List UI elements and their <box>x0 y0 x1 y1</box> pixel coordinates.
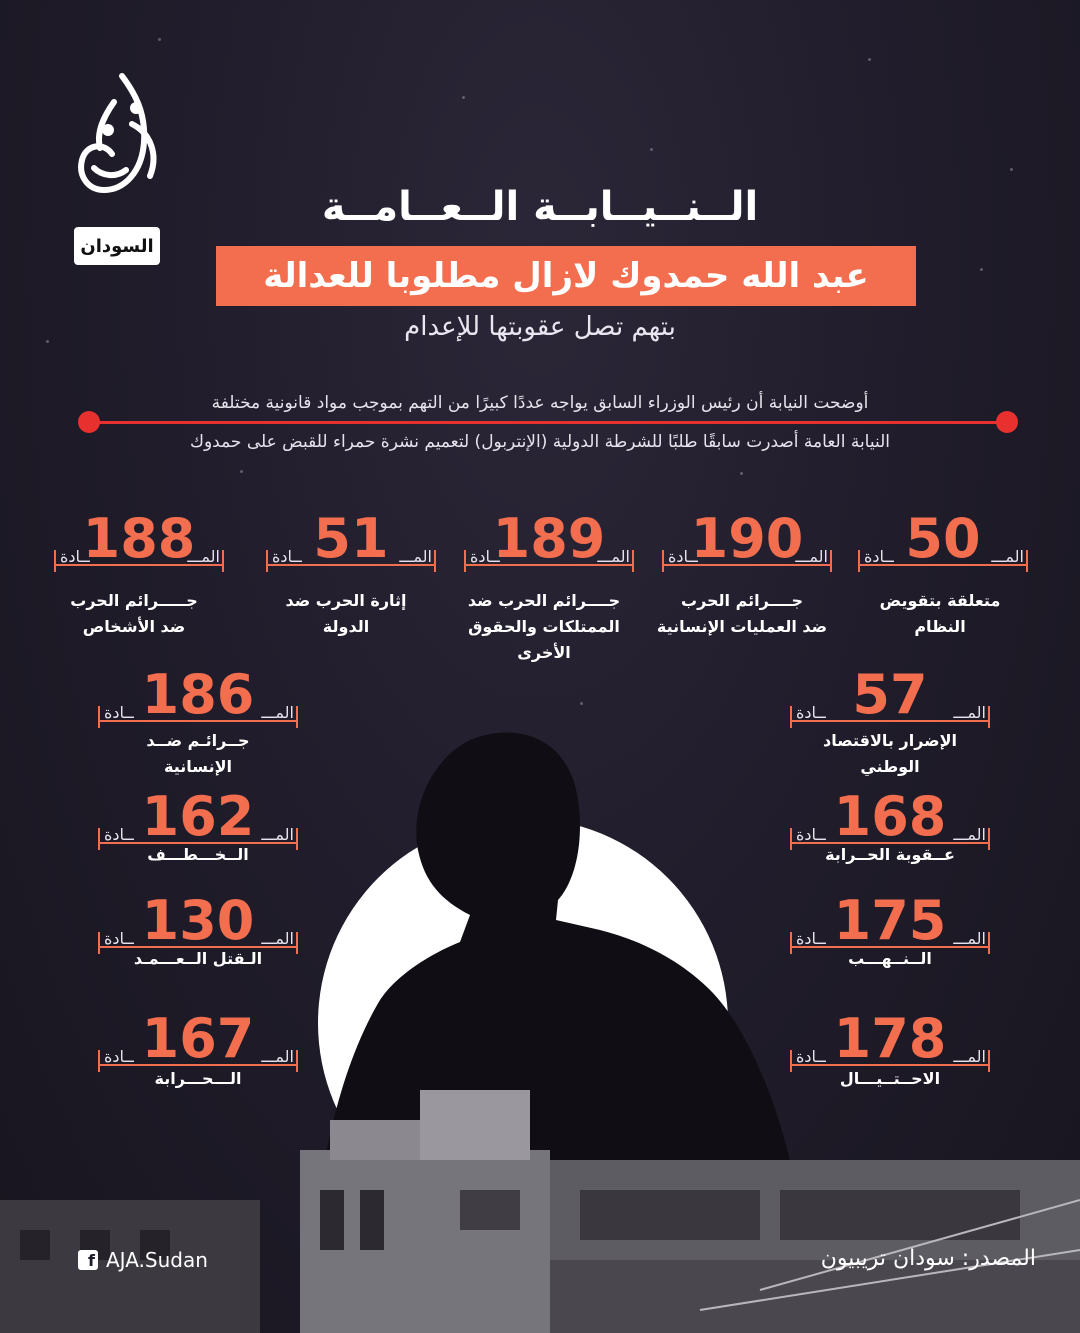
region-badge: السودان <box>74 227 160 265</box>
stat-word-after: ــادة <box>864 547 894 566</box>
facebook-icon: f <box>78 1250 98 1270</box>
stat-word-after: ــادة <box>470 547 500 566</box>
stat-word-after: ــادة <box>104 703 134 722</box>
stat-description-line: جــرائـم ضــد <box>146 731 250 750</box>
stat-description-line: الــنــهـــب <box>848 949 932 968</box>
stat-number: 167 <box>141 1007 255 1070</box>
stat-number: 186 <box>141 663 255 726</box>
headline-banner: عبد الله حمدوك لازال مطلوبا للعدالة <box>216 246 916 306</box>
stat-description <box>98 842 298 868</box>
note-line-1: أوضحت النيابة أن رئيس الوزراء السابق يواجه عددًا كبيرًا من التهم بموجب مواد قانونية مختلفة <box>211 393 869 413</box>
stat-description-line: الـــحـــرابة <box>154 1069 242 1088</box>
stat-description <box>98 1066 298 1092</box>
stat-number: 57 <box>852 663 928 726</box>
stat-description-line: متعلقة بتقويض <box>879 591 1001 610</box>
stat-word-after: ــادة <box>104 825 134 844</box>
stat-description-line: جــــرائم الحرب <box>680 591 804 610</box>
star-speck <box>462 96 465 99</box>
star-speck <box>580 702 583 705</box>
stat-word-after: ــادة <box>104 1047 134 1066</box>
star-speck <box>650 148 653 151</box>
star-speck <box>240 470 243 473</box>
star-speck <box>740 472 743 475</box>
stat-description <box>790 1066 990 1092</box>
stat-word-before: المـــ <box>261 825 294 844</box>
stat-word-after: ــادة <box>668 547 698 566</box>
stat-article-188 <box>54 507 224 572</box>
divider-dot-left <box>78 411 100 433</box>
star-speck <box>158 38 161 41</box>
stat-word-before: المـــ <box>261 929 294 948</box>
stat-word-after: ــادة <box>796 929 826 948</box>
stat-description-line: الاحــتــيـــال <box>839 1069 941 1088</box>
aljazeera-logo <box>74 72 164 272</box>
stat-number: 130 <box>141 889 255 952</box>
stat-description-line: الـقتل الــعـــمـد <box>133 949 263 968</box>
stat-description-line: جـــــرائم الحرب <box>70 591 198 610</box>
star-speck <box>868 58 871 61</box>
stat-word-after: ــادة <box>796 1047 826 1066</box>
stat-word-before: المـــ <box>991 547 1024 566</box>
stat-number: 162 <box>141 785 255 848</box>
stat-article-167 <box>98 1007 298 1072</box>
stat-word-after: ــادة <box>796 825 826 844</box>
stat-description <box>34 588 234 640</box>
stat-description-line: الأخرى <box>517 643 571 662</box>
stat-description-line: الإنسانية <box>164 757 232 776</box>
stat-description <box>790 728 990 780</box>
stat-word-before: المـــ <box>261 1047 294 1066</box>
stat-description-line: ضد العمليات الإنسانية <box>656 617 828 636</box>
stat-word-before: المـــ <box>953 703 986 722</box>
stat-description <box>642 588 842 640</box>
stat-description <box>246 588 446 640</box>
stat-description <box>790 842 990 868</box>
stat-description <box>790 946 990 972</box>
stat-word-before: المـــ <box>261 703 294 722</box>
stat-description <box>444 588 644 666</box>
stat-article-57 <box>790 663 990 728</box>
stat-number: 50 <box>905 507 981 570</box>
social-handle-label: AJA.Sudan <box>106 1248 208 1272</box>
stat-description-line: النظام <box>914 617 966 636</box>
stat-description-line: ضد الأشخاص <box>82 617 186 636</box>
stat-description <box>98 946 298 972</box>
stat-article-178 <box>790 1007 990 1072</box>
stat-word-after: ــادة <box>104 929 134 948</box>
ruined-building-image <box>0 1080 1080 1333</box>
stat-description-line: جــــرائم الحرب ضد <box>467 591 621 610</box>
stat-description-line: الوطني <box>860 757 920 776</box>
stat-number: 189 <box>492 507 606 570</box>
stat-word-after: ــادة <box>272 547 302 566</box>
stat-description <box>840 588 1040 640</box>
stat-word-before: المـــ <box>953 929 986 948</box>
stat-description-line: الإضرار بالاقتصاد <box>823 731 957 750</box>
subtitle: بتهم تصل عقوبتها للإعدام <box>404 312 676 342</box>
stat-description-line: الدولة <box>322 617 370 636</box>
stat-word-before: المـــ <box>795 547 828 566</box>
stat-article-162 <box>98 785 298 850</box>
stat-article-175 <box>790 889 990 954</box>
stat-number: 51 <box>313 507 389 570</box>
stat-article-186 <box>98 663 298 728</box>
star-speck <box>1010 168 1013 171</box>
stat-word-before: المـــ <box>597 547 630 566</box>
stat-word-before: المـــ <box>953 1047 986 1066</box>
stat-word-after: ــادة <box>796 703 826 722</box>
stat-article-168 <box>790 785 990 850</box>
stat-description-line: عــقوبة الحــرابة <box>825 845 955 864</box>
stat-word-after: ــادة <box>60 547 90 566</box>
stat-article-189 <box>464 507 634 572</box>
stat-article-50 <box>858 507 1028 572</box>
stat-description-line: إثارة الحرب ضد <box>285 591 407 610</box>
star-speck <box>980 268 983 271</box>
stat-number: 168 <box>833 785 947 848</box>
stat-word-before: المـــ <box>399 547 432 566</box>
stat-article-51 <box>266 507 436 572</box>
stat-number: 188 <box>82 507 196 570</box>
divider-dot-right <box>996 411 1018 433</box>
note-line-2: النيابة العامة أصدرت سابقًا طلبًا للشرطة الدولية (الإنتربول) لتعميم نشرة حمراء للقبض على حمدوك <box>189 432 891 452</box>
stat-number: 190 <box>690 507 804 570</box>
stat-word-before: المـــ <box>187 547 220 566</box>
page-heading: الــنــيــابــة الــعــامــة <box>321 184 759 230</box>
stat-description <box>98 728 298 780</box>
facebook-handle[interactable] <box>78 1248 208 1272</box>
stat-article-130 <box>98 889 298 954</box>
stat-article-190 <box>662 507 832 572</box>
stat-number: 178 <box>833 1007 947 1070</box>
source-credit: المصدر: سودان تريبيون <box>820 1246 1036 1271</box>
divider-line <box>88 421 1008 424</box>
stat-description-line: الــخـــطـــف <box>147 845 249 864</box>
stat-word-before: المـــ <box>953 825 986 844</box>
stat-description-line: الممتلكات والحقوق <box>468 617 620 636</box>
stat-number: 175 <box>833 889 947 952</box>
